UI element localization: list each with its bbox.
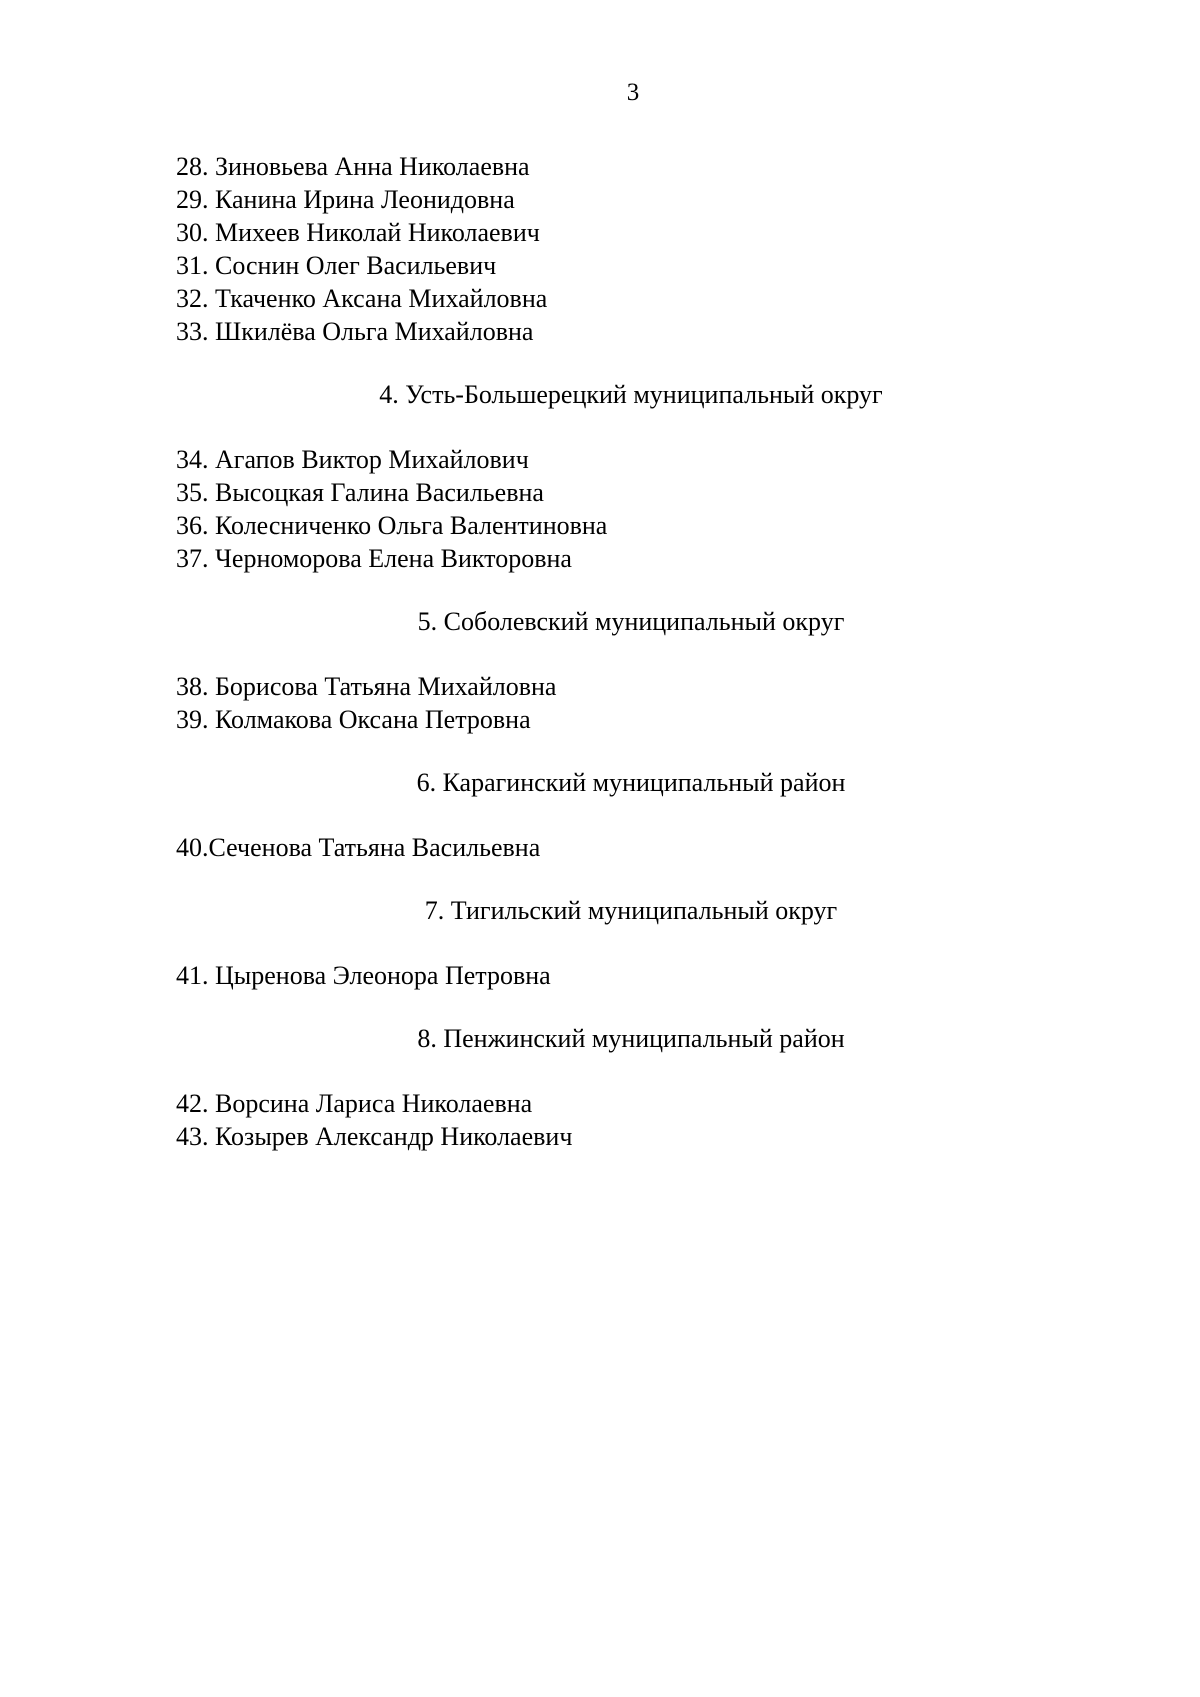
list-item: 40.Сеченова Татьяна Васильевна <box>176 833 541 862</box>
section-heading: 6. Карагинский муниципальный район <box>416 768 846 797</box>
list-item: 32. Ткаченко Аксана Михайловна <box>176 284 548 313</box>
member-list <box>176 959 1086 992</box>
list-item: 41. Цыренова Элеонора Петровна <box>176 961 551 990</box>
list-item: 30. Михеев Николай Николаевич <box>176 218 540 247</box>
list-item: 36. Колесниченко Ольга Валентиновна <box>176 511 608 540</box>
member-list <box>176 670 1086 736</box>
list-item: 42. Ворсина Лариса Николаевна <box>176 1089 533 1118</box>
list-item: 43. Козырев Александр Николаевич <box>176 1122 573 1151</box>
list-item: 37. Черноморова Елена Викторовна <box>176 544 572 573</box>
page-number: 3 <box>626 79 640 106</box>
list-item: 34. Агапов Виктор Михайлович <box>176 445 529 474</box>
list-item: 31. Соснин Олег Васильевич <box>176 251 497 280</box>
list-item: 29. Канина Ирина Леонидовна <box>176 185 515 214</box>
list-item: 33. Шкилёва Ольга Михайловна <box>176 317 534 346</box>
section-heading: 7. Тигильский муниципальный округ <box>424 896 838 925</box>
section-heading: 4. Усть-Большерецкий муниципальный округ <box>379 380 883 409</box>
member-list <box>176 150 1086 348</box>
list-item: 28. Зиновьева Анна Николаевна <box>176 152 530 181</box>
document-content <box>176 150 1086 1153</box>
section-heading: 5. Соболевский муниципальный округ <box>417 607 845 636</box>
list-item: 35. Высоцкая Галина Васильевна <box>176 478 544 507</box>
list-item: 38. Борисова Татьяна Михайловна <box>176 672 557 701</box>
section-heading: 8. Пенжинский муниципальный район <box>417 1024 845 1053</box>
list-item: 39. Колмакова Оксана Петровна <box>176 705 531 734</box>
member-list <box>176 831 1086 864</box>
member-list <box>176 1087 1086 1153</box>
member-list <box>176 443 1086 575</box>
